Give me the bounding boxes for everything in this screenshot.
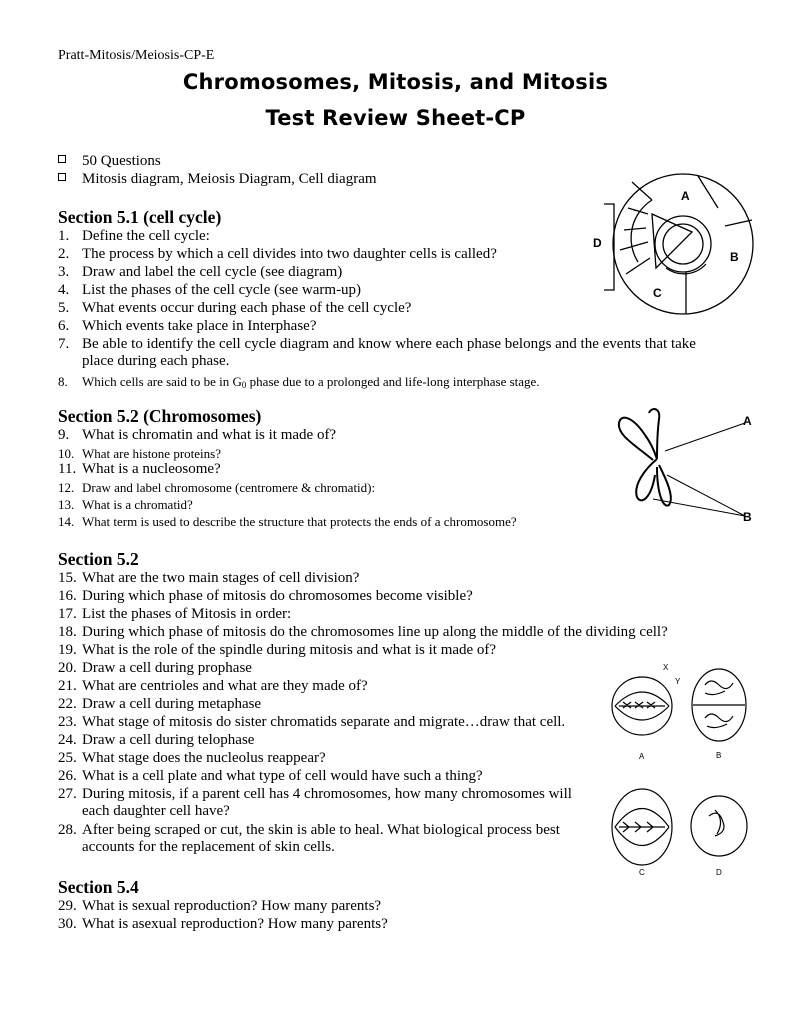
question: 8. Which cells are said to be in $G_0$ phase due to a prolonged and life-long interphase stage. [58,374,540,390]
mitosis-label-y: Y [675,677,681,686]
title-line-2: Test Review Sheet-CP [265,106,526,130]
cycle-label-a: A [681,189,690,203]
question: 24. Draw a cell during telophase [58,732,255,748]
question: 19. What is the role of the spindle during mitosis and what is it made of? [58,642,497,658]
chromosome-label-b: B [743,510,752,524]
section-heading: Section 5.4 [58,877,139,897]
mitosis-label-d: D [716,868,722,877]
cycle-label-d: D [593,236,602,250]
question: 17. List the phases of Mitosis in order: [58,606,292,622]
chromosome-diagram [605,405,765,530]
question: 14. What term is used to describe the structure that protects the ends of a chromosome? [58,514,517,529]
question: 7. Be able to identify the cell cycle diagram and know where each phase belongs and the events that take place during each phase. [58,336,696,369]
section-heading: Section 5.1 (cell cycle) [58,207,222,227]
question: 27. During mitosis, if a parent cell has 4 chromosomes, how many chromosomes will each daughter cell have? [58,786,572,819]
mitosis-label-x: X [663,663,669,672]
question: 21. What are centrioles and what are they made of? [58,678,368,694]
section-heading: Section 5.2 (Chromosomes) [58,406,262,426]
question: 12. Draw and label chromosome (centromere & chromatid): [58,480,376,495]
question: 25. What stage does the nucleolus reappear? [58,750,326,766]
question: 28. After being scraped or cut, the skin is able to heal. What biological process best accounts for the replacement of skin cells. [58,822,560,855]
question: 29. What is sexual reproduction? How many parents? [58,898,382,914]
question: 23. What stage of mitosis do sister chromatids separate and migrate…draw that cell. [58,714,566,730]
question: 4. List the phases of the cell cycle (see warm-up) [58,282,362,298]
bullet-item: 50 Questions [58,153,161,170]
chromosome-label-a: A [743,414,752,428]
question: 3. Draw and label the cell cycle (see diagram) [58,264,343,280]
question: 2. The process by which a cell divides into two daughter cells is called? [58,246,497,262]
mitosis-label-c: C [639,868,645,877]
mitosis-label-a: A [639,752,645,761]
mitosis-label-b: B [716,751,722,760]
question: 22. Draw a cell during metaphase [58,696,262,712]
question: 11. What is a nucleosome? [58,461,221,477]
chromatid-arm [619,418,657,460]
question: 16. During which phase of mitosis do chromosomes become visible? [58,588,473,604]
mitosis-stages-diagram [605,660,765,885]
cell-cycle-diagram [590,170,780,330]
question: 5. What events occur during each phase of the cell cycle? [58,300,412,316]
question: 6. Which events take place in Interphase? [58,318,317,334]
question: 9. What is chromatin and what is it made of? [58,427,337,443]
question: 26. What is a cell plate and what type of cell would have such a thing? [58,768,483,784]
document-header: Pratt-Mitosis/Meiosis-CP-E [58,48,215,63]
question: 13. What is a chromatid? [58,497,193,512]
cell-prophase-d [691,796,747,856]
question: 30. What is asexual reproduction? How many parents? [58,916,388,932]
question: 18. During which phase of mitosis do the chromosomes line up along the middle of the dividing cell? [58,624,668,640]
title-line-1: Chromosomes, Mitosis, and Mitosis [182,70,609,94]
cycle-label-b: B [730,250,739,264]
question: 15. What are the two main stages of cell division? [58,570,360,586]
checkbox-bullet-icon [58,173,66,181]
question: 1. Define the cell cycle: [58,228,210,244]
checkbox-bullet-icon [58,155,66,163]
question: 10. What are histone proteins? [58,446,221,461]
question: 20. Draw a cell during prophase [58,660,252,676]
cycle-label-c: C [653,286,662,300]
bullet-item: Mitosis diagram, Meiosis Diagram, Cell diagram [58,171,377,188]
section-heading: Section 5.2 [58,549,139,569]
